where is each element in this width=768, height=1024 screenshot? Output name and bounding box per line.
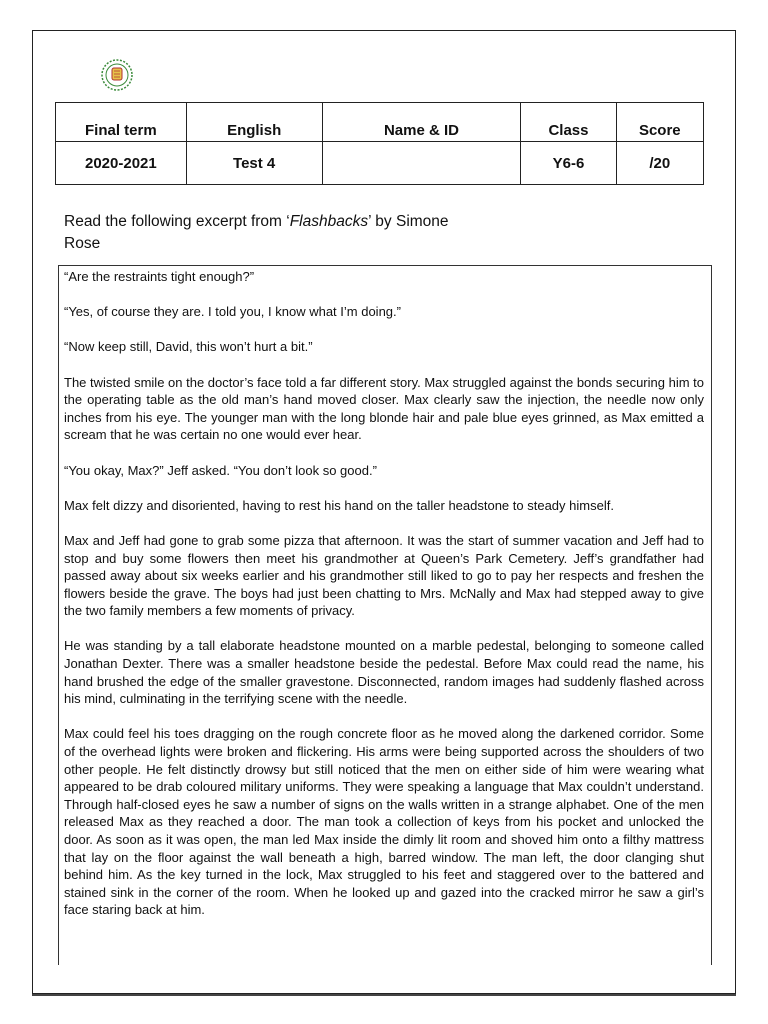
exam-header-table (55, 102, 704, 185)
value-cell-name-id[interactable] (322, 142, 521, 185)
excerpt-paragraph: Max and Jeff had gone to grab some pizza that afternoon. It was the start of summer vacation and Jeff had to stop and buy some flowers then meet his grandmother at Queen’s Park Cemetery. Jeff’s grandfather had passed away about six weeks earlier and his grandmother still liked to go to pay her respects and freshen the flowers beside the grave. The boys had just been chatting to Mrs. McNally and Max had stepped away to give the two family members a few moments of privacy. (64, 532, 704, 619)
excerpt-paragraph: “Are the restraints tight enough?” (64, 269, 255, 284)
excerpt-text (64, 268, 704, 937)
header-cell-final-term: Final term (56, 103, 187, 142)
instruction-prefix: Read the following excerpt from ‘ (64, 213, 290, 230)
excerpt-paragraph: “Now keep still, David, this won’t hurt a bit.” (64, 339, 313, 355)
page-frame-bottom-border (32, 994, 736, 996)
excerpt-paragraph: “You okay, Max?” Jeff asked. “You don’t look so good.” (64, 462, 377, 478)
excerpt-paragraph: “Yes, of course they are. I told you, I know what I’m doing.” (64, 304, 401, 320)
header-cell-subject: English (186, 103, 322, 142)
value-row (56, 142, 704, 185)
value-cell-class: Y6-6 (521, 142, 616, 185)
header-cell-score: Score (616, 103, 703, 142)
value-cell-test: Test 4 (186, 142, 322, 185)
school-logo-icon (100, 58, 134, 92)
excerpt-paragraph: He was standing by a tall elaborate headstone mounted on a marble pedestal, belonging to someone called Jonathan Dexter. There was a smaller headstone beside the pedestal. Before Max could read the name, his hand brushed the edge of the smaller gravestone. Disconnected, random images had suddenly flashed across his mind, culminating in the terrifying scene with the needle. (64, 638, 704, 707)
excerpt-paragraph: Max could feel his toes dragging on the rough concrete floor as he moved along the darkened corridor. Some of the overhead lights were broken and flickering. His arms were being supported across the shoulders of two other people. He felt distinctly drowsy but still noticed that the men on either side of him were wearing what appeared to be drab coloured military uniforms. They were speaking a language that Max couldn’t understand. Through half-closed eyes he saw a number of signs on the walls written in a strange alphabet. One of the men released Max as they reached a door. The man took a collection of keys from his pocket and unlocked the door. As soon as it was open, the man led Max inside the dimly lit room and shoved him onto a filthy mattress that lay on the floor against the wall beneath a high, barred window. The man left, the door clanging shut behind him. As the key turned in the lock, Max struggled to his feet and staggered over to the battered and stained sink in the corner of the room. When he looked up and gazed into the cracked mirror he saw a girl’s face staring back at him. (64, 726, 704, 918)
value-cell-score: /20 (616, 142, 703, 185)
excerpt-paragraph: Max felt dizzy and disoriented, having to rest his hand on the taller headstone to steady himself. (64, 497, 614, 513)
header-cell-name-id: Name & ID (322, 103, 521, 142)
book-title: Flashbacks (289, 213, 369, 230)
author-surname: Rose (64, 235, 101, 252)
reading-instruction (64, 211, 504, 255)
instruction-suffix: ’ by Simone (368, 213, 449, 230)
header-row (56, 103, 704, 142)
value-cell-year: 2020-2021 (56, 142, 187, 185)
header-cell-class: Class (521, 103, 616, 142)
excerpt-paragraph: The twisted smile on the doctor’s face told a far different story. Max struggled against the bonds securing him to the operating table as the old man’s hand moved closer. Max clearly saw the injection, the needle now only inches from his eye. The younger man with the long blonde hair and pale blue eyes grinned, as Max emitted a scream that he was certain no one would ever hear. (64, 374, 704, 443)
